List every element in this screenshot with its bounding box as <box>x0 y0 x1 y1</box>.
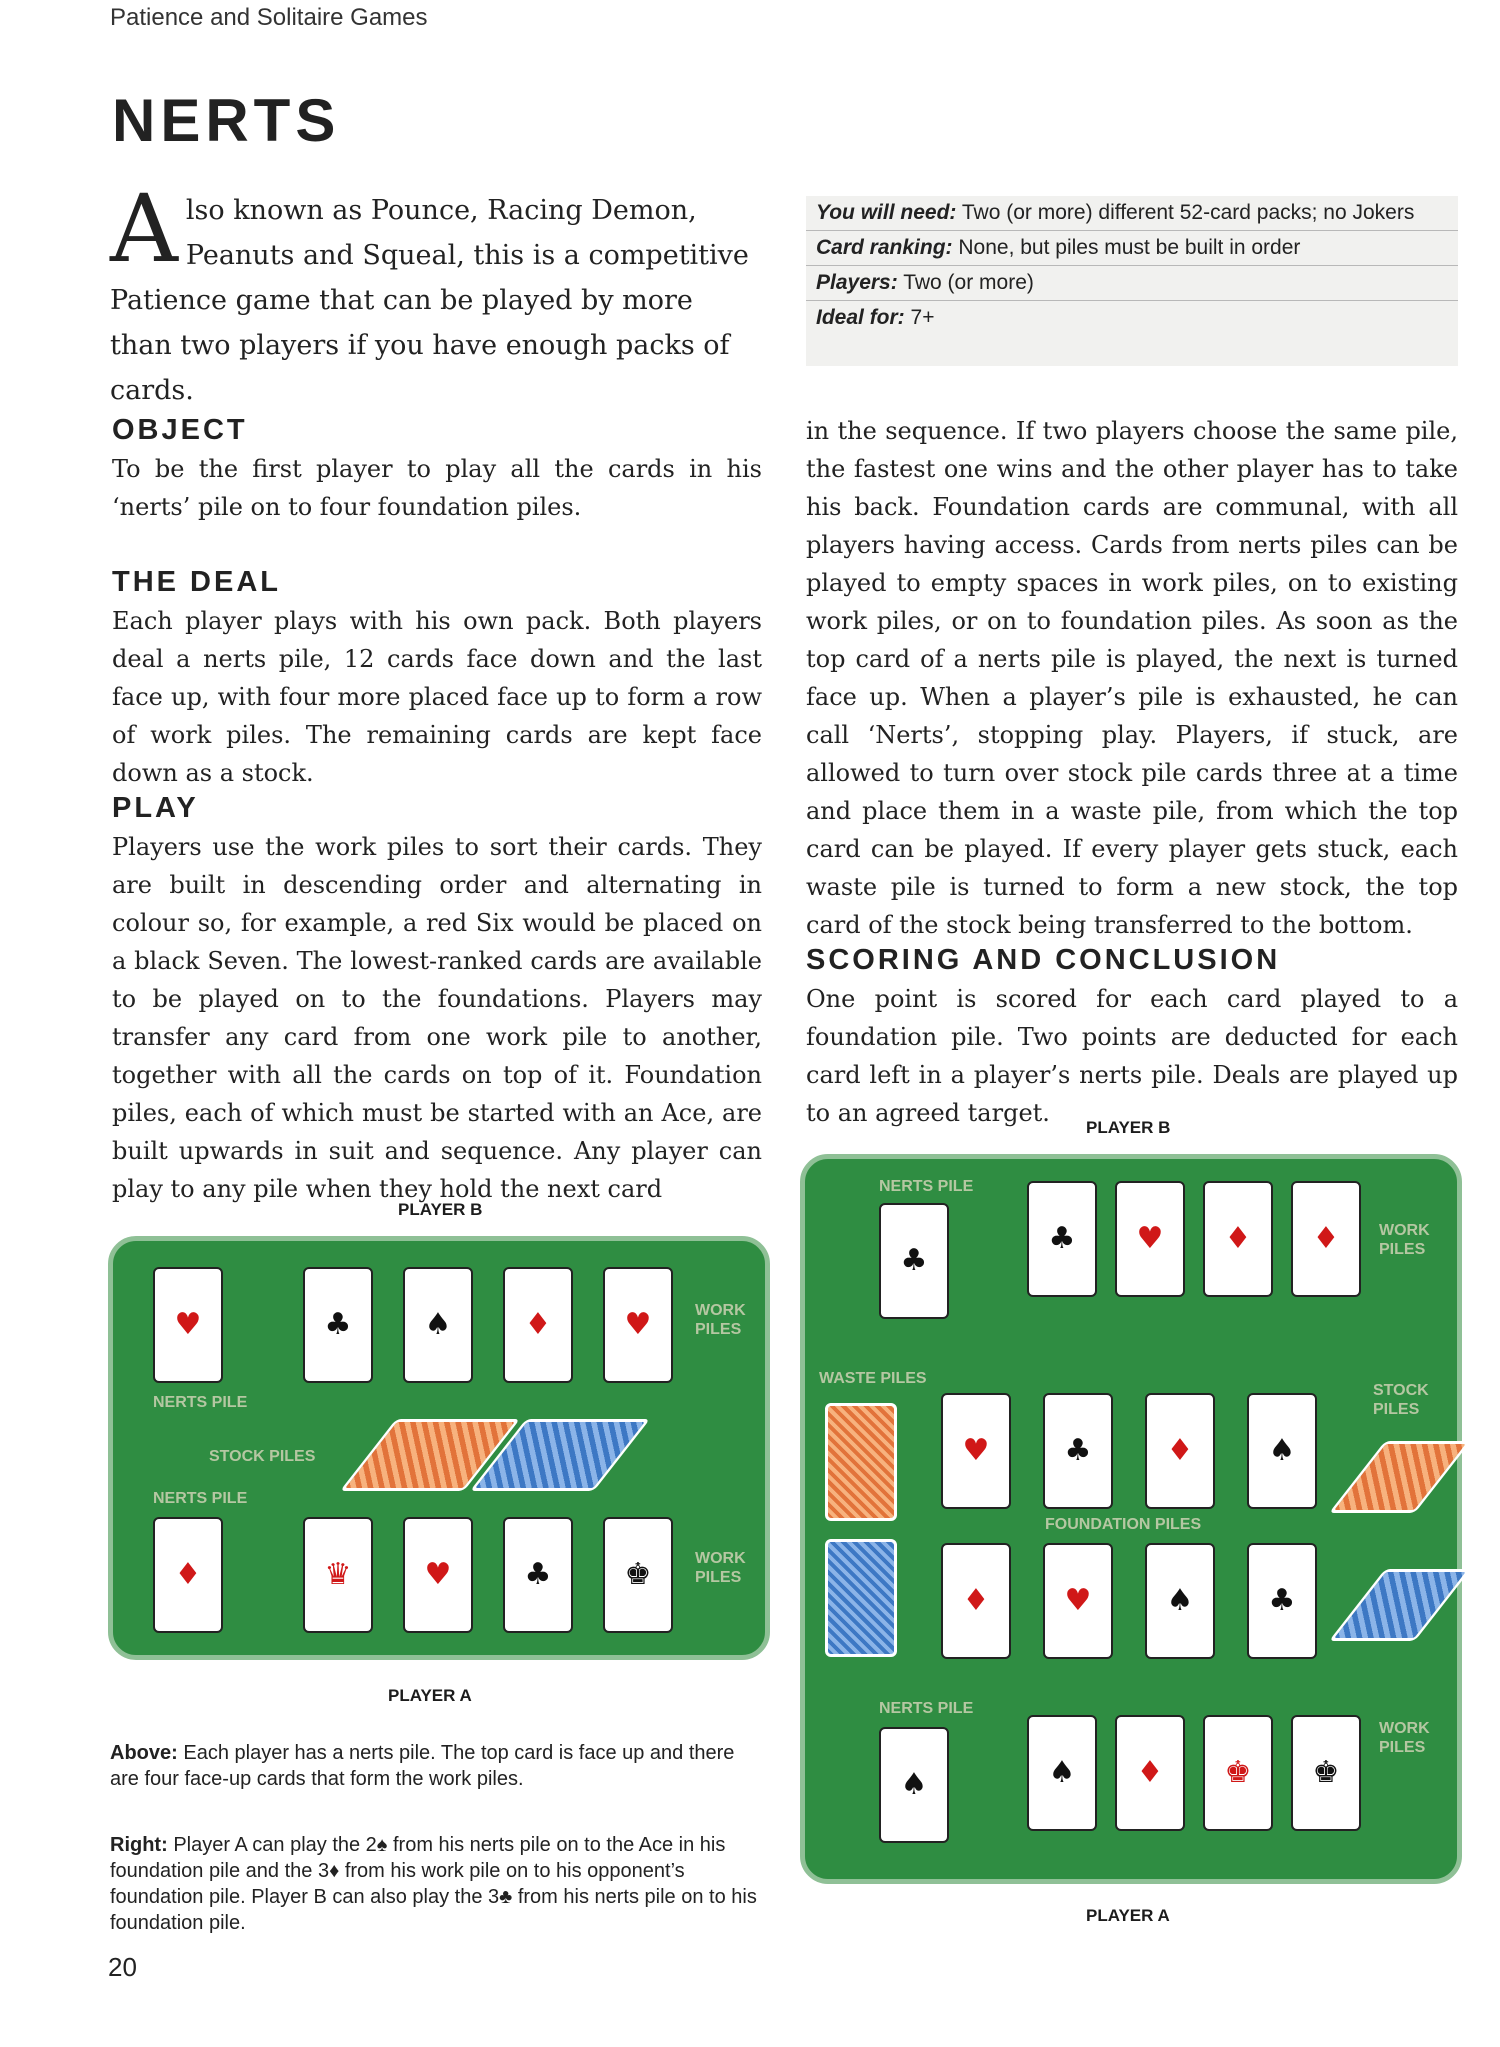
right-waste-pile-bottom <box>825 1539 897 1657</box>
info-row-ideal: Ideal for: 7+ <box>816 306 935 329</box>
intro-paragraph <box>110 175 760 413</box>
right-stock-pile-blue <box>1329 1569 1471 1641</box>
right-nerts-pile-top-label: NERTS PILE <box>879 1178 974 1195</box>
left-nerts-pile-top-label: NERTS PILE <box>153 1394 248 1411</box>
right-foundation-bottom-3: ♠ <box>1145 1543 1215 1659</box>
right-work-top-4: ♦ <box>1291 1181 1361 1297</box>
left-work-bottom-4: ♚ <box>603 1517 673 1633</box>
left-nerts-top-card: ♥ <box>153 1267 223 1383</box>
play-text: Players use the work piles to sort their cards. They are built in descending order and alternating in colour so, for example, a red Six would be placed on a black Seven. The lowest-ranked cards are available to be played on to the foundations. Players may transfer any card from one work pile to another, together with all the cards on top of it. Foundation piles, each of which must be started with an Ace, are built upwards in suit and sequence. Any player can play to any pile when they hold the next card <box>112 833 762 1203</box>
left-work-bottom-2: ♥ <box>403 1517 473 1633</box>
heading-play: PLAY <box>112 792 199 824</box>
heading-deal: THE DEAL <box>112 566 281 598</box>
left-diagram-board <box>108 1236 770 1660</box>
left-work-top-1: ♣ <box>303 1267 373 1383</box>
left-work-bottom-1: ♛ <box>303 1517 373 1633</box>
right-work-bottom-4: ♚ <box>1291 1715 1361 1831</box>
right-foundation-bottom-4: ♣ <box>1247 1543 1317 1659</box>
right-work-top-2: ♥ <box>1115 1181 1185 1297</box>
right-waste-piles-label: WASTE PILES <box>819 1370 927 1387</box>
right-foundation-top-4: ♠ <box>1247 1393 1317 1509</box>
right-stock-piles-label: STOCK PILES <box>1373 1382 1429 1418</box>
page-title: NERTS <box>112 87 341 154</box>
deal-text: Each player plays with his own pack. Both players deal a nerts pile, 12 cards face down and the last face up, with four more placed face up to form a row of work piles. The remaining cards are kept face down as a stock. <box>112 607 762 787</box>
right-work-bottom-1: ♠ <box>1027 1715 1097 1831</box>
right-stock-pile-orange <box>1329 1441 1471 1513</box>
right-diagram-player-b: PLAYER B <box>1086 1118 1171 1137</box>
right-work-bottom-3: ♚ <box>1203 1715 1273 1831</box>
right-diagram-player-a: PLAYER A <box>1086 1906 1170 1925</box>
left-stock-piles-label: STOCK PILES <box>209 1448 316 1465</box>
right-nerts-top-card: ♣ <box>879 1203 949 1319</box>
right-waste-pile-top <box>825 1403 897 1521</box>
heading-scoring: SCORING AND CONCLUSION <box>806 944 1281 976</box>
right-foundation-top-2: ♣ <box>1043 1393 1113 1509</box>
left-diagram-player-a: PLAYER A <box>388 1686 472 1705</box>
right-nerts-bottom-card: ♠ <box>879 1727 949 1843</box>
left-nerts-pile-bottom-label: NERTS PILE <box>153 1490 248 1507</box>
heading-object: OBJECT <box>112 414 248 446</box>
info-row-ranking: Card ranking: None, but piles must be built in order <box>806 231 1458 266</box>
right-foundation-piles-label: FOUNDATION PILES <box>1045 1516 1202 1533</box>
caption-right: Right: Player A can play the 2♠ from his nerts pile on to the Ace in his foundation pile and the 3♦ from his work pile on to his opponent’s foundation pile. Player B can also play the 3♣ from his nerts pile on to his foundation pile. <box>110 1834 757 1934</box>
right-foundation-top-1: ♥ <box>941 1393 1011 1509</box>
left-work-top-3: ♦ <box>503 1267 573 1383</box>
right-foundation-top-3: ♦ <box>1145 1393 1215 1509</box>
right-work-piles-bottom-label: WORK PILES <box>1379 1720 1430 1756</box>
right-work-top-3: ♦ <box>1203 1181 1273 1297</box>
page-number: 20 <box>108 1952 137 1982</box>
left-work-top-4: ♥ <box>603 1267 673 1383</box>
right-nerts-pile-bottom-label: NERTS PILE <box>879 1700 974 1717</box>
right-work-bottom-2: ♦ <box>1115 1715 1185 1831</box>
drop-cap: A <box>110 175 178 284</box>
right-work-top-1: ♣ <box>1027 1181 1097 1297</box>
object-text: To be the first player to play all the cards in his ‘nerts’ pile on to four foundation piles. <box>112 455 762 521</box>
right-foundation-bottom-1: ♦ <box>941 1543 1011 1659</box>
left-work-piles-bottom-label: WORK PILES <box>695 1550 746 1586</box>
right-work-piles-top-label: WORK PILES <box>1379 1222 1430 1258</box>
left-diagram-player-b: PLAYER B <box>398 1200 483 1219</box>
info-box <box>806 196 1458 366</box>
running-header: Patience and Solitaire Games <box>110 4 428 31</box>
play-text-continued: in the sequence. If two players choose the same pile, the fastest one wins and the other player has to take his back. Foundation cards are communal, with all players having access. Cards from nerts piles can be played to empty spaces in work piles, on to existing work piles, or on to foundation piles. As soon as the top card of a nerts pile is played, the next is turned face up. When a player’s pile is exhausted, he can call ‘Nerts’, stopping play. Players, if stuck, are allowed to turn over stock pile cards three at a time and place them in a waste pile, from which the top card can be played. If every player gets stuck, each waste pile is turned to form a new stock, the top card of the stock being transferred to the bottom. <box>806 417 1458 939</box>
scoring-text: One point is scored for each card played to a foundation pile. Two points are deducted for each card left in a player’s nerts pile. Deals are played up to an agreed target. <box>806 985 1458 1127</box>
left-work-bottom-3: ♣ <box>503 1517 573 1633</box>
right-foundation-bottom-2: ♥ <box>1043 1543 1113 1659</box>
left-nerts-bottom-card: ♦ <box>153 1517 223 1633</box>
right-diagram-board <box>800 1154 1462 1884</box>
info-row-need: You will need: Two (or more) different 52-card packs; no Jokers <box>806 196 1458 231</box>
left-work-top-2: ♠ <box>403 1267 473 1383</box>
intro-text: lso known as Pounce, Racing Demon, Peanuts and Squeal, this is a competitive Patience game that can be played by more than two players if you have enough packs of cards. <box>110 195 749 406</box>
info-row-players: Players: Two (or more) <box>806 266 1458 301</box>
caption-above: Above: Each player has a nerts pile. The top card is face up and there are four face-up cards that form the work piles. <box>110 1742 735 1790</box>
left-work-piles-top-label: WORK PILES <box>695 1302 746 1338</box>
